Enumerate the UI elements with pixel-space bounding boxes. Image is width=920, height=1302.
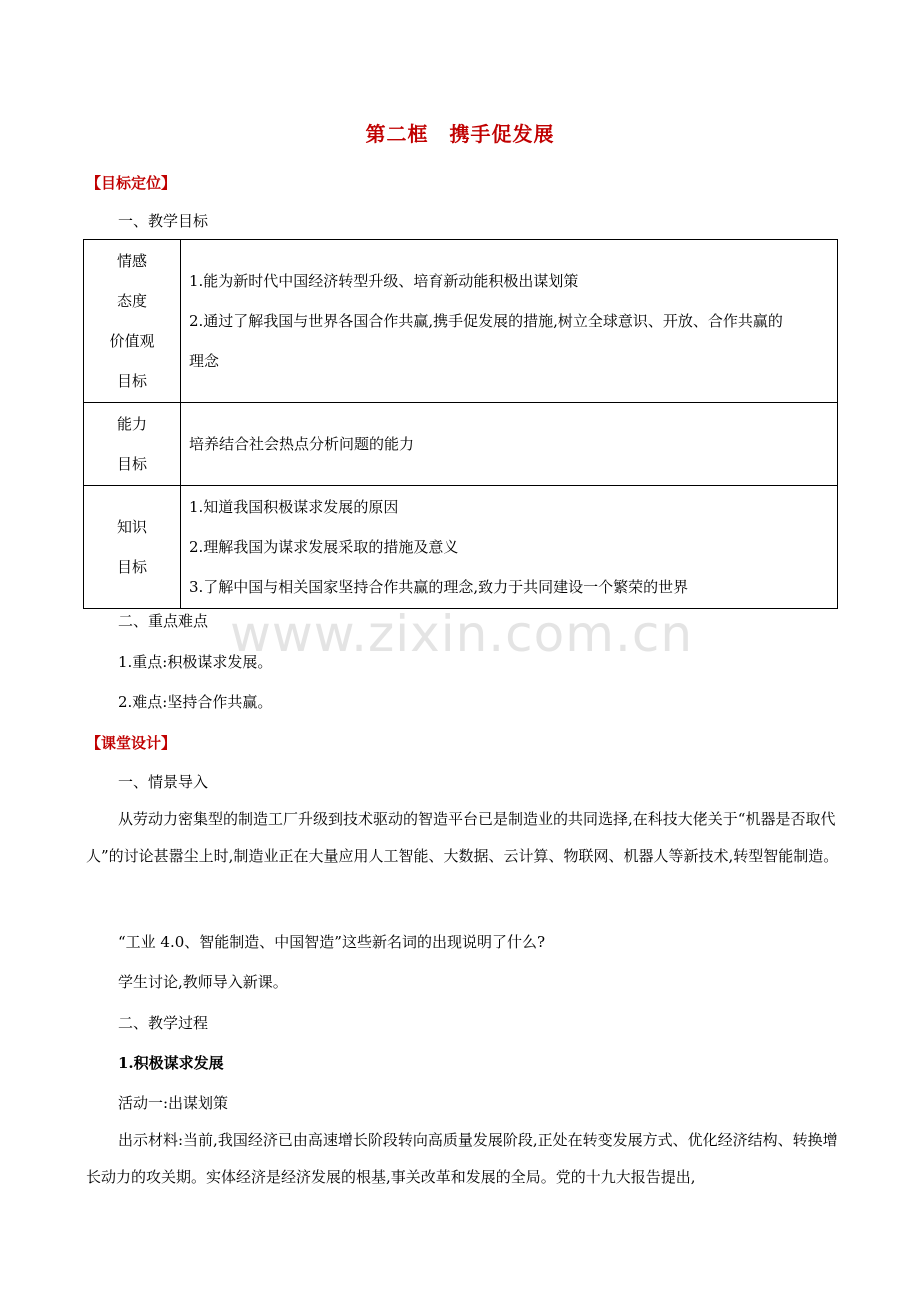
subsection-title: 1.积极谋求发展 [118,1054,224,1072]
intro-paragraph [86,801,841,875]
goals-content-ability [181,403,838,486]
goals-table [83,239,838,609]
intro-discussion: 学生讨论,教师导入新课。 [118,973,288,991]
watermark: www.zixin.com.cn [230,605,694,663]
goal-item: 理念 [189,352,220,370]
difficult-point: 2.难点:坚持合作共赢。 [118,693,273,711]
page-title: 第二框 携手促发展 [365,122,555,146]
section-tag-class-design: 【课堂设计】 [86,734,177,752]
goal-item: 2.通过了解我国与世界各国合作共赢,携手促发展的措施,树立全球意识、开放、合作共赢的 [189,312,783,330]
material-paragraph [86,1122,841,1196]
label-line: 态度 [116,292,147,310]
label-line: 目标 [116,372,147,390]
label-line: 能力 [116,415,147,433]
intro-heading: 一、情景导入 [118,773,209,791]
label-line: 知识 [116,518,147,536]
key-points-heading: 二、重点难点 [118,612,209,630]
goal-item: 1.知道我国积极谋求发展的原因 [189,498,399,516]
goal-item: 1.能为新时代中国经济转型升级、培育新动能积极出谋划策 [189,272,579,290]
goal-item: 2.理解我国为谋求发展采取的措施及意义 [189,538,459,556]
section-tag-goal-positioning: 【目标定位】 [86,174,177,192]
intro-paragraph-text: 从劳动力密集型的制造工厂升级到技术驱动的智造平台已是制造业的共同选择,在科技大佬关于“机器是否取代人”的讨论甚嚣尘上时,制造业正在大量应用人工智能、大数据、云计算、物联网、机器人等新技术,转型智能制造。 [86,810,839,865]
teaching-goals-heading: 一、教学目标 [118,212,209,230]
intro-question: “工业 4.0、智能制造、中国智造”这些新名词的出现说明了什么? [118,933,546,951]
goals-row-knowledge [84,486,838,609]
goals-label-emotion [84,240,181,403]
goal-item: 3.了解中国与相关国家坚持合作共赢的理念,致力于共同建设一个繁荣的世界 [189,578,689,596]
label-line: 目标 [116,558,147,576]
goals-content-knowledge [181,486,838,609]
process-heading: 二、教学过程 [118,1014,209,1032]
label-line: 情感 [116,252,147,270]
goal-item: 培养结合社会热点分析问题的能力 [189,435,415,453]
key-point: 1.重点:积极谋求发展。 [118,653,273,671]
goals-label-knowledge [84,486,181,609]
goals-row-emotion [84,240,838,403]
activity-title: 活动一:出谋划策 [118,1094,229,1112]
label-line: 目标 [116,455,147,473]
goals-label-ability [84,403,181,486]
goals-content-emotion [181,240,838,403]
goals-row-ability [84,403,838,486]
label-line: 价值观 [109,332,155,350]
material-paragraph-text: 出示材料:当前,我国经济已由高速增长阶段转向高质量发展阶段,正处在转变发展方式、优化经济结构、转换增长动力的攻关期。实体经济是经济发展的根基,事关改革和发展的全局。党的十九大报告提出, [86,1131,838,1186]
